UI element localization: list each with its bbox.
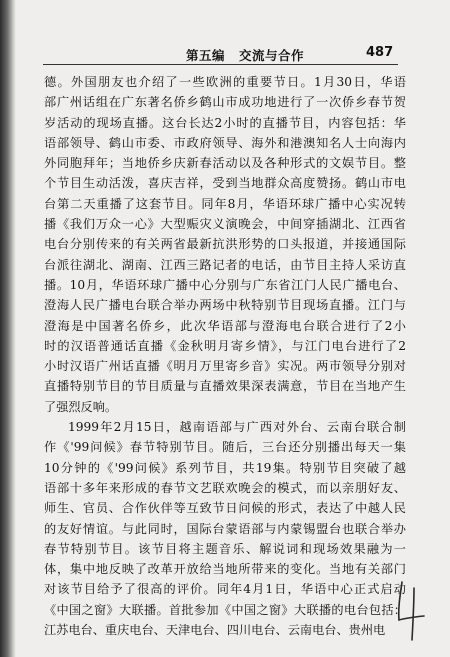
text-line: 时的汉语普通话直播《金秋明月寄乡情》，与江门电台进行了2: [44, 338, 406, 353]
text-line: 体，集中地反映了改革开放给当地所带来的变化。当地有关部门: [44, 562, 406, 577]
text-line: 小时汉语广州话直播《明月万里寄乡音》实况。两市领导分别对: [44, 359, 406, 374]
text-line: 个节目生动活泼，喜庆吉祥，受到当地群众高度赞扬。鹤山市电: [44, 176, 406, 191]
header-rule: [43, 64, 398, 65]
text-line: 澄海人民广播电台联合举办两场中秋特别节目现场直播。江门与: [44, 298, 406, 313]
chapter-title: 交流与合作: [239, 48, 305, 63]
text-line: 外同胞拜年；当地侨乡庆新春活动以及各种形式的文娱节目。整: [44, 156, 406, 171]
text-line: 春节特别节目。该节目将主题音乐、解说词和现场效果融为一: [44, 541, 406, 556]
text-line: 直播特别节目的节目质量与直播效果深表满意，节目在当地产生: [44, 379, 406, 394]
text-line: 了强烈反响。: [44, 399, 118, 414]
text-line: 江苏电台、重庆电台、天津电台、四川电台、云南电台、贵州电: [44, 623, 386, 638]
page-number: 487: [366, 45, 394, 60]
text-line: 岁活动的现场直播。这台长达2小时的直播节目，内容包括：华: [44, 115, 406, 130]
text-line: 语部领导、鹤山市委、市政府领导、海外和港澳知名人士向海内: [44, 135, 406, 150]
text-line: 师生、官员、合作伙伴等互致节日问候的形式，表达了中越人民: [44, 501, 406, 516]
text-line: 澄海是中国著名侨乡，此次华语部与澄海电台联合进行了2小: [44, 318, 406, 333]
text-line: 10分钟的《'99问候》系列节目，共19集。特别节目突破了越: [44, 460, 406, 475]
text-line: 的友好情谊。与此同时，国际台蒙语部与内蒙锡盟台也联合举办: [44, 521, 406, 536]
text-line: 德。外国朋友也介绍了一些欧洲的重要节日。1月30日，华语: [44, 75, 406, 89]
text-line: 播。10月，华语环球广播中心分别与广东省江门人民广播电台、: [44, 277, 406, 292]
handwritten-margin-note: [390, 574, 430, 644]
text-line: 作《'99问候》春节特别节目。随后，三台还分别播出每天一集: [44, 440, 406, 455]
text-line: 台派往湖北、湖南、江西三路记者的电话，由节目主持人采访直: [44, 257, 406, 272]
text-line: 1999年2月15日，越南语部与广西对外台、云南台联合制: [68, 420, 406, 435]
text-line: 播《我们万众一心》大型赈灾义演晚会，中间穿插湖北、江西省: [44, 217, 406, 232]
text-line: 台第二天重播了这套节目。同年8月，华语环球广播中心实况转: [44, 196, 406, 211]
section-label: 第五编: [186, 48, 226, 63]
text-line: 语部十多年来形成的春节文艺联欢晚会的模式，而以亲朋好友、: [44, 480, 406, 495]
text-line: 电台分别传来的有关两省最新抗洪形势的口头报道，并接通国际: [44, 237, 406, 252]
body-text: [44, 72, 406, 640]
running-header: [186, 46, 304, 64]
paragraph: [44, 417, 406, 640]
text-line: 《中国之窗》大联播。首批参加《中国之窗》大联播的电台包括：: [44, 602, 406, 617]
text-line: 对该节目给予了很高的评价。同年4月1日，华语中心正式启动: [44, 582, 406, 597]
binding-shadow: [0, 0, 16, 657]
paragraph: [44, 72, 406, 417]
text-line: 部广州话组在广东著名侨乡鹤山市成功地进行了一次侨乡春节贺: [44, 95, 406, 110]
